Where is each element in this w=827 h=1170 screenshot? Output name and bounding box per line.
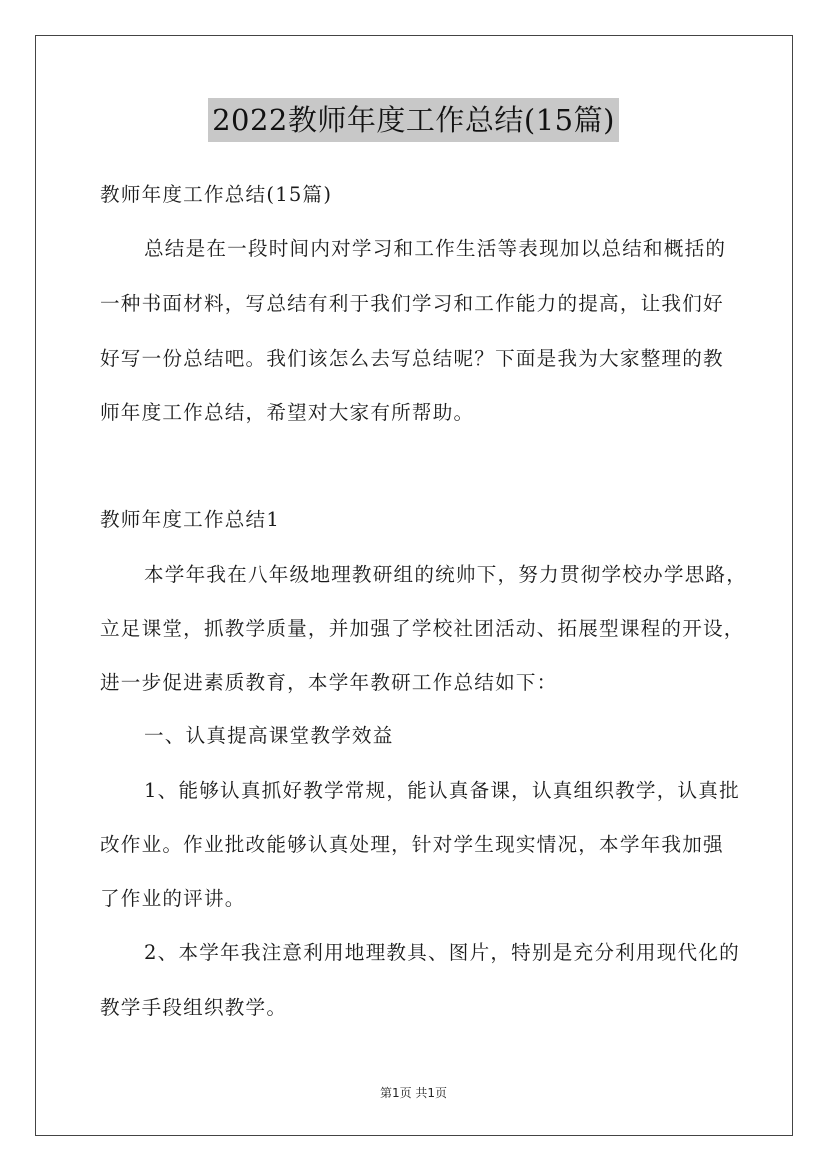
- subsection-heading: 一、认真提高课堂教学效益: [144, 724, 394, 747]
- paragraph-line: 总结是在一段时间内对学习和工作生活等表现加以总结和概括的: [144, 237, 727, 260]
- paragraph-line: 好写一份总结吧。我们该怎么去写总结呢？下面是我为大家整理的教: [100, 347, 724, 370]
- page-footer: 第1页 共1页: [379, 1086, 448, 1100]
- paragraph-line: 本学年我在八年级地理教研组的统帅下，努力贯彻学校办学思路，: [144, 563, 748, 586]
- paragraph-line: 教学手段组织教学。: [100, 996, 288, 1019]
- document-title: 2022教师年度工作总结(15篇): [208, 98, 619, 142]
- paragraph-line: 改作业。作业批改能够认真处理，针对学生现实情况，本学年我加强: [100, 833, 724, 856]
- paragraph-line: 1、能够认真抓好教学常规，能认真备课，认真组织教学，认真批: [144, 779, 740, 802]
- subtitle-line: 教师年度工作总结(15篇): [100, 183, 333, 206]
- paragraph-line: 了作业的评讲。: [100, 887, 246, 910]
- paragraph-line: 立足课堂，抓教学质量，并加强了学校社团活动、拓展型课程的开设，: [100, 617, 745, 640]
- paragraph-line: 2、本学年我注意利用地理教具、图片，特别是充分利用现代化的: [144, 941, 740, 964]
- section-heading: 教师年度工作总结1: [100, 508, 281, 531]
- paragraph-line: 师年度工作总结，希望对大家有所帮助。: [100, 401, 475, 424]
- title-container: [0, 98, 827, 142]
- paragraph-line: 进一步促进素质教育，本学年教研工作总结如下：: [100, 671, 558, 694]
- paragraph-line: 一种书面材料，写总结有利于我们学习和工作能力的提高，让我们好: [100, 292, 724, 315]
